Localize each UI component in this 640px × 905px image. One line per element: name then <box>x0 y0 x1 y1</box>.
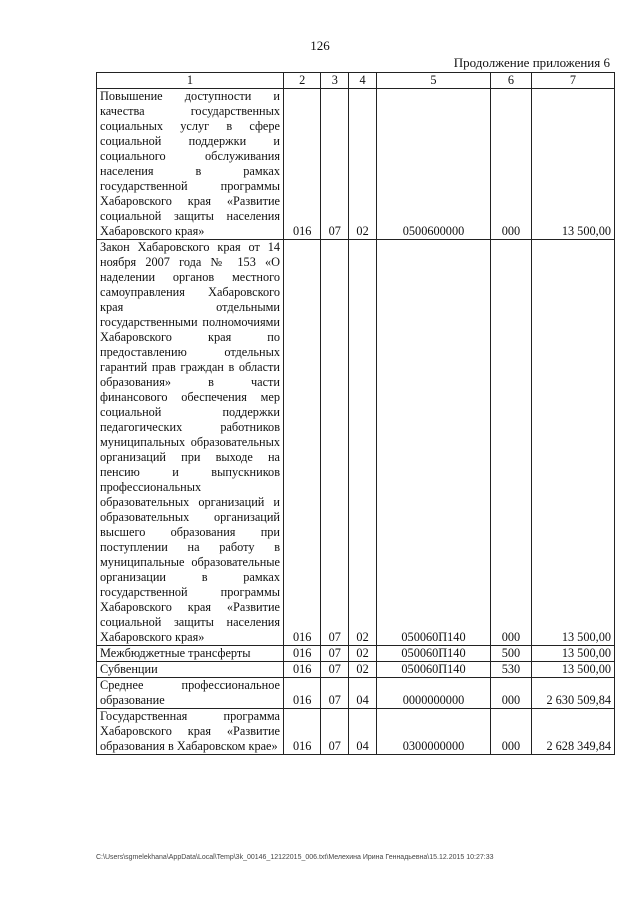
row-code-6: 500 <box>491 646 532 662</box>
row-code-5: 0500600000 <box>376 89 490 240</box>
row-name: Закон Хабаровского края от 14 ноября 2007 года № 153 «О наделении органов местного самоуправления Хабаровского края отдельными государственными полномочиями Хабаровского края по предоставлению отдельных гарантий прав граждан в области образования» в части финансового обеспечения мер социальной поддержки педагогических работников муниципальных образовательных организаций при выходе на пенсию и выпускников профессиональных образовательных организаций и образовательных организаций высшего образования при поступлении на работу в муниципальные образовательные организации в рамках государственной программы Хабаровского края «Развитие социальной защиты населения Хабаровского края» <box>97 240 284 646</box>
row-amount: 13 500,00 <box>531 89 614 240</box>
row-code-4: 02 <box>349 240 377 646</box>
row-code-2: 016 <box>284 89 321 240</box>
table-row <box>97 646 615 662</box>
row-code-2: 016 <box>284 646 321 662</box>
row-code-2: 016 <box>284 678 321 709</box>
header-row <box>97 73 615 89</box>
row-code-6: 000 <box>491 240 532 646</box>
header-col-4: 4 <box>349 73 377 89</box>
table-row <box>97 89 615 240</box>
row-code-2: 016 <box>284 240 321 646</box>
row-amount: 2 630 509,84 <box>531 678 614 709</box>
row-name: Субвенции <box>97 662 284 678</box>
table-row <box>97 678 615 709</box>
row-code-5: 050060П140 <box>376 662 490 678</box>
row-name: Среднее профессиональное образование <box>97 678 284 709</box>
row-code-4: 02 <box>349 662 377 678</box>
row-name: Межбюджетные трансферты <box>97 646 284 662</box>
row-code-4: 02 <box>349 89 377 240</box>
row-code-3: 07 <box>321 240 349 646</box>
row-code-4: 02 <box>349 646 377 662</box>
row-code-4: 04 <box>349 678 377 709</box>
row-code-6: 000 <box>491 709 532 755</box>
header-col-6: 6 <box>491 73 532 89</box>
table-row <box>97 662 615 678</box>
row-code-5: 050060П140 <box>376 646 490 662</box>
row-code-3: 07 <box>321 709 349 755</box>
header-col-3: 3 <box>321 73 349 89</box>
row-code-3: 07 <box>321 662 349 678</box>
row-code-5: 0000000000 <box>376 678 490 709</box>
header-col-2: 2 <box>284 73 321 89</box>
row-code-2: 016 <box>284 709 321 755</box>
row-code-5: 050060П140 <box>376 240 490 646</box>
row-code-3: 07 <box>321 646 349 662</box>
table-row <box>97 709 615 755</box>
row-code-6: 000 <box>491 678 532 709</box>
row-code-5: 0300000000 <box>376 709 490 755</box>
row-amount: 2 628 349,84 <box>531 709 614 755</box>
header-col-7: 7 <box>531 73 614 89</box>
row-amount: 13 500,00 <box>531 646 614 662</box>
row-amount: 13 500,00 <box>531 240 614 646</box>
row-name: Повышение доступности и качества государственных социальных услуг в сфере социальной поддержки и социального обслуживания населения в рамках государственной программы Хабаровского края «Развитие социальной защиты населения Хабаровского края» <box>97 89 284 240</box>
continuation-label: Продолжение приложения 6 <box>453 55 610 70</box>
table-row <box>97 240 615 646</box>
row-code-6: 530 <box>491 662 532 678</box>
row-amount: 13 500,00 <box>531 662 614 678</box>
budget-table <box>96 72 615 755</box>
row-code-2: 016 <box>284 662 321 678</box>
header-col-5: 5 <box>376 73 490 89</box>
row-code-3: 07 <box>321 678 349 709</box>
row-code-6: 000 <box>491 89 532 240</box>
row-code-3: 07 <box>321 89 349 240</box>
footer-path: C:\Users\sgmelekhana\AppData\Local\Temp\3k_00146_12122015_006.txt\Мелехина Ирина Геннадьевна\15.12.2015 10:27:33 <box>96 854 494 861</box>
row-name: Государственная программа Хабаровского края «Развитие образования в Хабаровском крае» <box>97 709 284 755</box>
page-number: 126 <box>310 38 330 53</box>
header-col-1: 1 <box>97 73 284 89</box>
row-code-4: 04 <box>349 709 377 755</box>
